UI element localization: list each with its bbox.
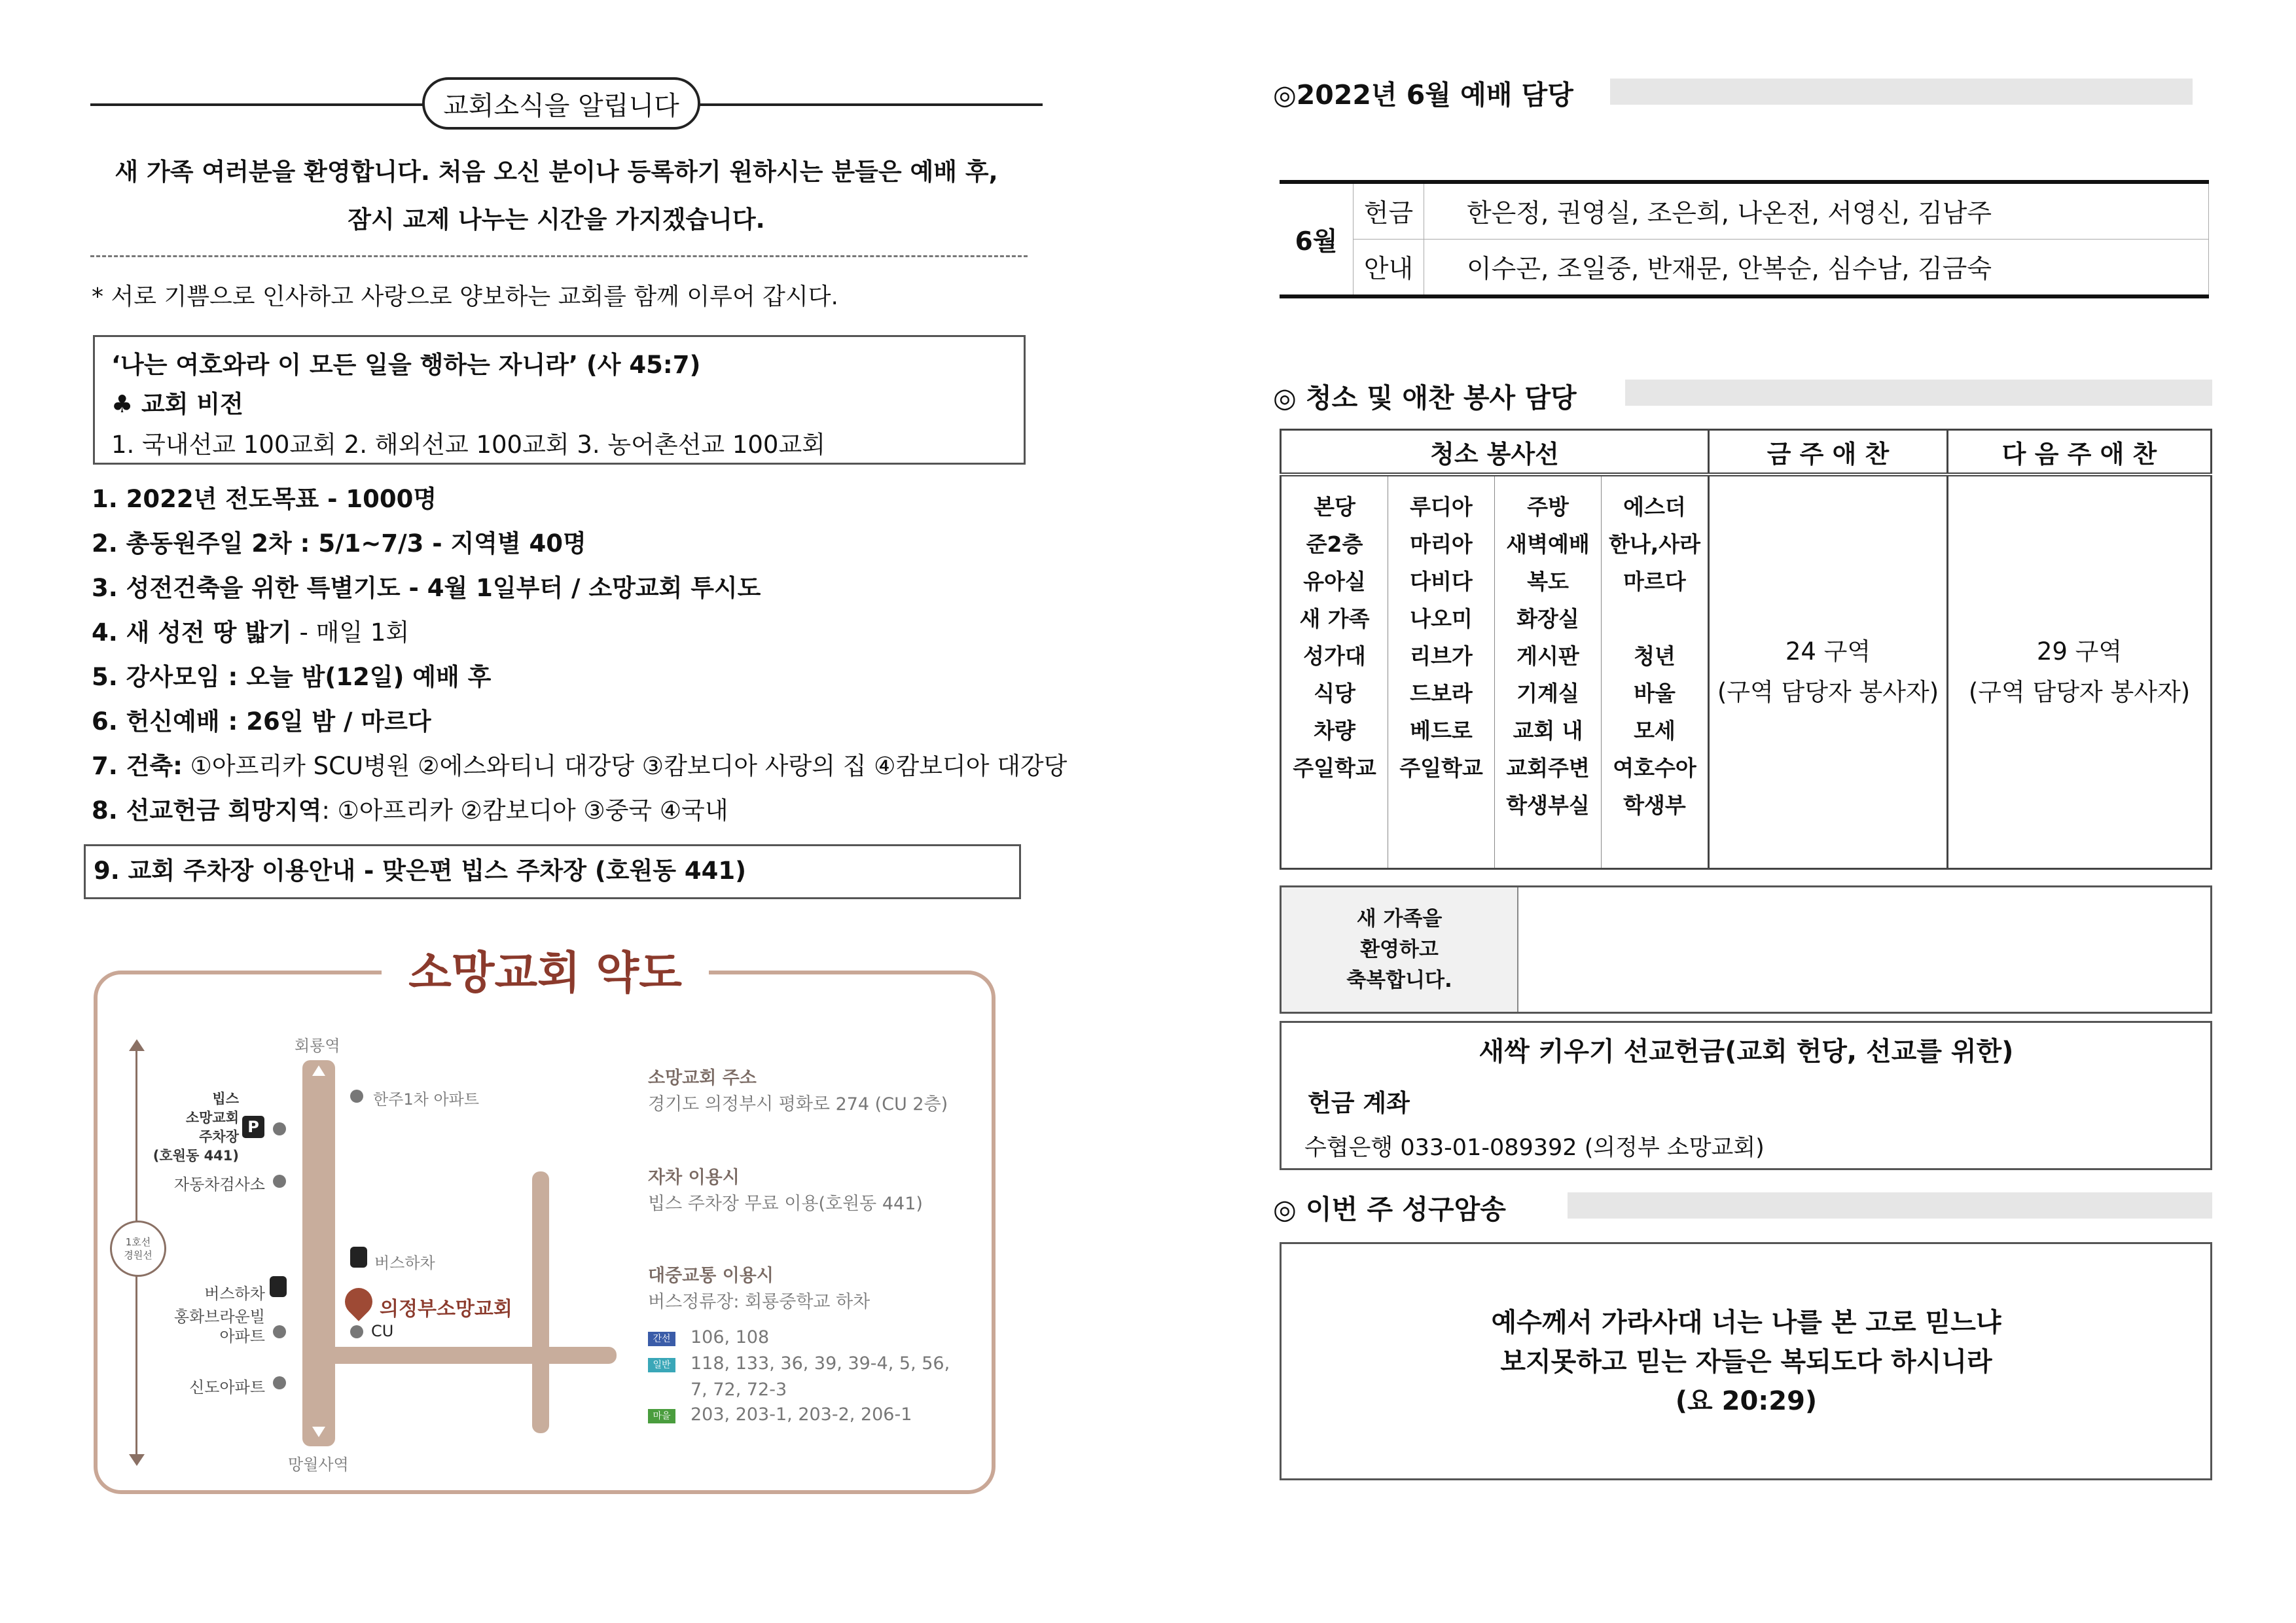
hanju-apt-label: 한주1차 아파트 <box>373 1090 480 1109</box>
this-week-cell <box>1709 474 1948 868</box>
vision-verse: ‘나는 여호와라 이 모든 일을 행하는 자니라’ (사 45:7) <box>111 351 701 379</box>
bus-stop-text: 버스정류장: 회룡중학교 하차 <box>648 1292 870 1312</box>
news-rule-left <box>90 103 424 106</box>
announcement-list <box>92 483 1067 839</box>
address-heading: 소망교회 주소 <box>648 1068 757 1088</box>
clean-col-2: 루디아 마리아 다비다 나오미 리브가 드보라 베드로 주일학교 <box>1388 474 1495 868</box>
verse-line-1: 예수께서 가라사대 너는 나를 본 고로 믿느냐 <box>1491 1308 2001 1338</box>
worship-duty-title: ◎2022년 6월 예배 담당 <box>1273 79 1573 111</box>
welcome-line-2: 잠시 교제 나누는 시간을 가지겠습니다. <box>348 205 765 234</box>
arrow-up-icon <box>129 1039 145 1051</box>
verse-line-2: 보지못하고 믿는 자들은 복되도다 하시니라 <box>1500 1347 1992 1377</box>
header-cleaning: 청소 봉사선 <box>1281 430 1709 475</box>
next-week-sub: (구역 담당자 봉사자) <box>1968 677 2191 706</box>
table-row <box>1280 182 2209 240</box>
clean-col-4: 에스더 한나,사라 마르다 청년 바울 모세 여호수아 학생부 <box>1602 474 1709 868</box>
new-family-box <box>1280 885 2212 1014</box>
divider <box>90 255 1028 257</box>
account-number: 수협은행 033-01-089392 (의정부 소망교회) <box>1304 1135 1765 1161</box>
table-row <box>1281 430 2212 475</box>
map-dot <box>350 1325 363 1338</box>
bus-tag-trunk: 간선 <box>648 1332 675 1346</box>
offering-names: 한은정, 권영실, 조은희, 나온전, 서영신, 김남주 <box>1424 182 2209 240</box>
verse-title: ◎ 이번 주 성구암송 <box>1273 1194 1506 1225</box>
worship-duty-table <box>1280 180 2209 298</box>
usher-label: 안내 <box>1354 240 1424 297</box>
new-family-label: 새 가족을 환영하고 축복합니다. <box>1282 887 1518 1012</box>
list-item: 3. 성전건축을 위한 특별기도 - 4월 1일부터 / 소망교회 투시도 <box>92 574 761 602</box>
clean-col-3: 주방 새벽예배 복도 화장실 게시판 기계실 교회 내 교회주변 학생부실 <box>1495 474 1602 868</box>
month-cell: 6월 <box>1280 182 1354 296</box>
inspection-label: 자동차검사소 <box>173 1175 265 1194</box>
bus-general-numbers-1: 118, 133, 36, 39, 39-4, 5, 56, <box>691 1353 950 1374</box>
map-dot <box>273 1376 286 1389</box>
mission-offering-box <box>1280 1021 2212 1170</box>
car-text: 빕스 주차장 무료 이용(호원동 441) <box>648 1194 923 1214</box>
list-item: 1. 2022년 전도목표 - 1000명 <box>92 485 437 513</box>
welcome-line-1: 새 가족 여러분을 환영합니다. 처음 오신 분이나 등록하기 원하시는 분들은 예배 후, <box>115 158 998 186</box>
map-dot <box>350 1090 363 1103</box>
main-road-vertical <box>302 1060 335 1446</box>
map-dot <box>273 1175 286 1188</box>
next-week-area: 29 구역 <box>2036 637 2123 666</box>
vision-box <box>93 335 1026 465</box>
car-heading: 자차 이용시 <box>648 1168 740 1188</box>
verse-reference: (요 20:29) <box>1675 1386 1818 1416</box>
parking-icon: P <box>242 1116 264 1138</box>
parking-notice: 9. 교회 주차장 이용안내 - 맞은편 빕스 주차장 (호원동 441) <box>84 844 1021 899</box>
title-bar <box>1610 79 2193 105</box>
arrow-down-icon <box>312 1427 325 1437</box>
table-row <box>1281 474 2212 868</box>
title-bar <box>1568 1192 2212 1219</box>
bus-stop-left-label: 버스하차 <box>204 1285 265 1303</box>
road-horizontal <box>302 1347 617 1364</box>
list-item: 7. 건축: ①아프리카 SCU병원 ②에스와티니 대강당 ③캄보디아 사랑의 집 ④캄보디아 대강당 <box>92 752 1067 780</box>
greeting-note: * 서로 기쁨으로 인사하고 사랑으로 양보하는 교회를 함께 이루어 갑시다. <box>92 283 838 310</box>
bus-tag-village: 마을 <box>648 1409 675 1423</box>
cleaning-duty-title: ◎ 청소 및 애찬 봉사 담당 <box>1273 382 1577 414</box>
table-row <box>1280 240 2209 297</box>
list-item: 4. 새 성전 땅 밟기 - 매일 1회 <box>92 618 410 647</box>
memory-verse-box <box>1280 1242 2212 1480</box>
arrow-up-icon <box>312 1065 325 1076</box>
church-name: 의정부소망교회 <box>380 1298 512 1321</box>
title-bar <box>1625 380 2212 406</box>
side-road-vertical <box>532 1171 549 1433</box>
bus-icon <box>350 1247 367 1268</box>
this-week-sub: (구역 담당자 봉사자) <box>1717 677 1939 706</box>
next-week-cell <box>1948 474 2212 868</box>
list-item: 8. 선교헌금 희망지역: ①아프리카 ②캄보디아 ③중국 ④국내 <box>92 796 728 825</box>
bus-tag-general: 일반 <box>648 1358 675 1372</box>
account-label: 헌금 계좌 <box>1308 1089 1410 1117</box>
map-title: 소망교회 약도 <box>382 942 709 1005</box>
vips-parking-label: 빕스 소망교회 주차장 (호원동 441) <box>152 1091 239 1164</box>
clean-col-1: 본당 준2층 유아실 새 가족 성가대 식당 차량 주일학교 <box>1281 474 1388 868</box>
cleaning-duty-table <box>1280 429 2212 870</box>
bus-trunk-numbers: 106, 108 <box>691 1327 770 1347</box>
hongwha-apt-label: 홍화브라운빌 아파트 <box>173 1308 265 1346</box>
offering-title: 새싹 키우기 선교헌금(교회 헌당, 선교를 위한) <box>1479 1037 2014 1067</box>
address-text: 경기도 의정부시 평화로 274 (CU 2층) <box>648 1094 948 1115</box>
header-this-week: 금 주 애 찬 <box>1709 430 1948 475</box>
sindo-apt-label: 신도아파트 <box>189 1378 265 1397</box>
vision-title: ♣ 교회 비전 <box>111 390 243 418</box>
map-dot <box>273 1325 286 1338</box>
bus-stop-center-label: 버스하차 <box>374 1254 435 1272</box>
bus-village-numbers: 203, 203-1, 203-2, 206-1 <box>691 1404 912 1425</box>
vision-items: 1. 국내선교 100교회 2. 해외선교 100교회 3. 농어촌선교 100교회 <box>111 431 825 459</box>
offering-label: 헌금 <box>1354 182 1424 240</box>
usher-names: 이수곤, 조일중, 반재문, 안복순, 심수남, 김금숙 <box>1424 240 2209 297</box>
map-dot <box>273 1122 286 1135</box>
list-item: 2. 총동원주일 2차 : 5/1~7/3 - 지역별 40명 <box>92 529 586 558</box>
news-title: 교회소식을 알립니다 <box>422 77 700 130</box>
cu-label: CU <box>371 1322 394 1340</box>
public-heading: 대중교통 이용시 <box>648 1266 774 1286</box>
line-badge: 1호선 경원선 <box>110 1221 166 1277</box>
this-week-area: 24 구역 <box>1785 637 1871 666</box>
news-rule-right <box>699 103 1043 106</box>
bus-general-numbers-2: 7, 72, 72-3 <box>691 1380 787 1400</box>
station-bottom: 망월사역 <box>288 1455 349 1474</box>
arrow-down-icon <box>129 1454 145 1466</box>
list-item: 5. 강사모임 : 오늘 밤(12일) 예배 후 <box>92 663 492 691</box>
list-item: 6. 헌신예배 : 26일 밤 / 마르다 <box>92 707 431 736</box>
header-next-week: 다 음 주 애 찬 <box>1948 430 2212 475</box>
bus-icon <box>270 1276 287 1297</box>
station-top: 회룡역 <box>295 1037 340 1055</box>
